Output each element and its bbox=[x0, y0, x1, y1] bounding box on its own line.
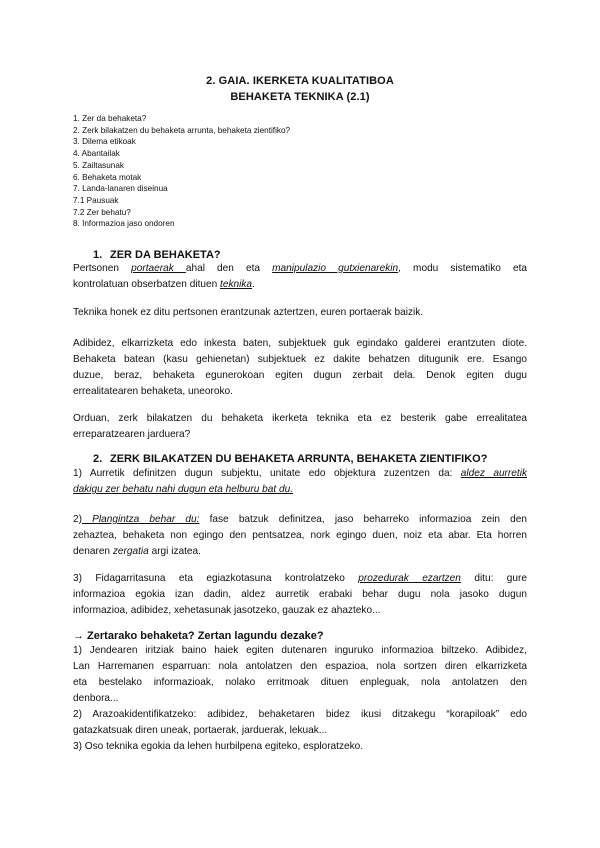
underlined-term: aldez aurretik bbox=[460, 468, 527, 479]
underlined-term: teknika bbox=[220, 279, 253, 290]
toc-item: 7.2 Zer behatu? bbox=[73, 207, 131, 217]
toc-item: 2. Zerk bilakatzen du behaketa arrunta, behaketa zientifiko? bbox=[73, 125, 291, 135]
underlined-term: manipulazio gutxienarekin bbox=[272, 263, 399, 274]
text-run: fase batzuk definitzea, jaso beharreko informazioa zein den bbox=[199, 514, 527, 525]
text-line: errealitatearen behaketa, uneoroko. bbox=[73, 386, 233, 397]
text-line bbox=[73, 512, 527, 528]
section-number: 1. bbox=[93, 249, 103, 261]
text-line: 3) Oso teknika egokia da lehen hurbilpena egiteko, esploratzeko. bbox=[73, 741, 364, 752]
text-line: Orduan, zerk bilakatzen du behaketa ikerketa teknika eta ez besterik gabe errealitatea bbox=[73, 413, 527, 424]
text-line bbox=[73, 571, 527, 587]
underlined-term: Plangintza behar du: bbox=[81, 514, 200, 525]
toc-item: 1. Zer da behaketa? bbox=[73, 114, 147, 123]
section-1-heading bbox=[93, 249, 221, 261]
table-of-contents bbox=[73, 113, 290, 230]
text-line: 1) Jendearen iritziak baino haiek egiten dutenaren inguruko informazioa biltzeko. Adibidez, bbox=[73, 645, 527, 656]
toc-item: 3. Dilema etikoak bbox=[73, 137, 136, 147]
paragraph bbox=[73, 643, 527, 755]
toc-item: 5. Zailtasunak bbox=[73, 160, 124, 170]
text-run: argi izatea. bbox=[148, 546, 201, 557]
document-title: 2. GAIA. IKERKETA KUALITATIBOA bbox=[206, 75, 394, 87]
text-line: Lan Harremanen esparruan: nola antolatzen den espazioa, nola sortzen diren elkarrizketa bbox=[73, 661, 527, 672]
text-line: 2) Arazoakidentifikatzeko: adibidez, behaketaren bidez ikusi ditzakegu “korapiloak” edo bbox=[73, 709, 527, 720]
paragraph bbox=[73, 411, 527, 443]
text-line: Adibidez, elkarrizketa edo inkesta baten, subjektuek guk egindako galderei erantzuten diote. bbox=[73, 338, 527, 349]
paragraph bbox=[73, 571, 527, 619]
text-line: zehaztea, behaketa non egingo den pentsatzea, nork egingo duen, noiz eta abar. Eta horren bbox=[73, 530, 527, 541]
underlined-term: dakigu zer behatu nahi dugun eta helburu bat du. bbox=[73, 484, 293, 495]
document-subtitle: BEHAKETA TEKNIKA (2.1) bbox=[230, 91, 370, 103]
paragraph bbox=[73, 512, 527, 560]
toc-item: 7.1 Pausuak bbox=[73, 195, 119, 205]
text-line bbox=[73, 466, 527, 482]
subsection-heading: → Zertarako behaketa? Zertan lagundu dezake? bbox=[73, 630, 324, 642]
text-line: gatazkatsuak diren uneak, portaerak, jarduerak, lekuak... bbox=[73, 725, 328, 736]
italic-term: zergatia bbox=[112, 546, 149, 557]
section-title: ZER DA BEHAKETA? bbox=[110, 249, 221, 261]
text-line: informazioa, adibidez, xehetasunak jasotzeko, gauzak ez ahazteko... bbox=[73, 605, 381, 616]
text-line: eta bestelako informazioak, nolako erritmoak dituen enpleguak, nola antolatzen den bbox=[73, 677, 527, 688]
text-line: informazioa egokia izan dadin, aldez aurretik erabaki behar dugu nola jasoko dugun bbox=[73, 589, 527, 600]
text-run: ditu: gure bbox=[460, 573, 527, 584]
text-run: 1) Aurretik definitzen dugun subjektu, unitate edo objektura zuzentzen da: bbox=[73, 468, 461, 479]
section-2-heading bbox=[93, 453, 487, 465]
paragraph bbox=[73, 261, 527, 293]
text-line: Teknika honek ez ditu pertsonen erantzunak aztertzen, euren portaerak baizik. bbox=[73, 307, 424, 318]
text-line: erreparatzearen jarduera? bbox=[73, 429, 191, 440]
text-run: 2) bbox=[73, 514, 82, 525]
section-title: ZERK BILAKATZEN DU BEHAKETA ARRUNTA, BEHAKETA ZIENTIFIKO? bbox=[110, 453, 488, 465]
underlined-term: prozedurak ezartzen bbox=[358, 573, 461, 584]
text-line bbox=[73, 277, 527, 293]
text-line bbox=[73, 261, 527, 277]
paragraph bbox=[73, 305, 527, 321]
toc-item: 6. Behaketa motak bbox=[73, 172, 142, 182]
text-line bbox=[73, 482, 527, 498]
text-run: , modu sistematiko eta bbox=[398, 263, 527, 274]
toc-item: 8. Informazioa jaso ondoren bbox=[73, 219, 175, 229]
underlined-term: portaerak bbox=[131, 263, 186, 274]
text-line: denbora... bbox=[73, 693, 119, 704]
paragraph bbox=[73, 466, 527, 498]
text-run: Pertsonen bbox=[73, 263, 132, 274]
text-run: 3) Fidagarritasuna eta egiazkotasuna kontrolatzeko bbox=[73, 573, 359, 584]
text-run: denaren bbox=[73, 546, 113, 557]
section-number: 2. bbox=[93, 453, 103, 465]
text-line: Behaketa batean (kasu gehienetan) subjektuek ez dakite behatzen ditugunik ere. Esango bbox=[73, 354, 527, 365]
text-line bbox=[73, 544, 527, 560]
text-run: kontrolatuan obserbatzen dituen bbox=[73, 279, 221, 290]
toc-item: 7. Landa-lanaren diseinua bbox=[73, 184, 168, 194]
paragraph bbox=[73, 336, 527, 400]
text-line: duzue, beraz, behaketa egunerokoan egiten dugun zerbait dela. Denok egiten dugu bbox=[73, 370, 527, 381]
text-run: . bbox=[252, 279, 255, 290]
toc-item: 4. Abantailak bbox=[73, 149, 120, 159]
text-run: ahal den eta bbox=[185, 263, 273, 274]
